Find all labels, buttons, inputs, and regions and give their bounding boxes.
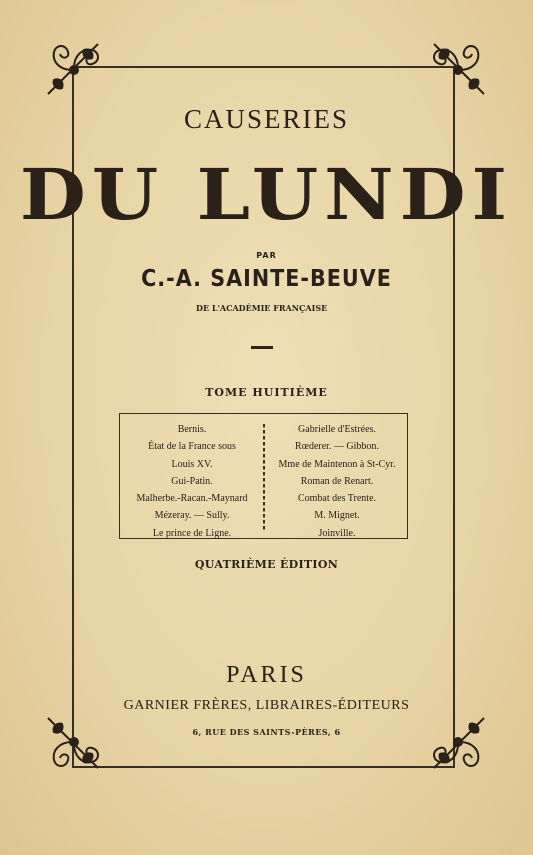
contents-item: Roman de Renart. <box>300 475 374 487</box>
contents-item: Rœderer. — Gibbon. <box>295 441 379 453</box>
contents-left-column <box>122 421 262 542</box>
edition-label: QUATRIÈME ÉDITION <box>194 558 339 571</box>
title-main: DU LUNDI <box>19 153 514 236</box>
corner-ornament-icon <box>428 712 492 776</box>
contents-item: Mme de Maintenon à St-Cyr. <box>278 458 396 470</box>
contents-item: Louis XV. <box>171 458 213 470</box>
contents-item: Joinville. <box>318 527 356 539</box>
title-top: CAUSERIES <box>183 104 350 134</box>
volume-label: TOME HUITIÈME <box>205 386 328 399</box>
contents-divider <box>263 424 265 532</box>
contents-item: Gabrielle d'Estrées. <box>298 424 376 435</box>
author-affiliation: DE L'ACADÉMIE FRANÇAISE <box>196 303 328 313</box>
corner-ornament-icon <box>428 36 492 100</box>
contents-item: État de la France sous <box>148 441 236 453</box>
contents-item: Mézeray. — Sully. <box>154 510 230 522</box>
contents-item: Malherbe.-Racan.-Maynard <box>136 493 248 505</box>
contents-item: Bernis. <box>177 424 207 435</box>
contents-item: Le prince de Ligne. <box>152 527 232 539</box>
contents-item: Combat des Trente. <box>297 493 377 505</box>
publisher-name: GARNIER FRÈRES, LIBRAIRES-ÉDITEURS <box>123 698 410 713</box>
corner-ornament-icon <box>40 36 104 100</box>
publisher-address: 6, RUE DES SAINTS-PÈRES, 6 <box>192 727 341 737</box>
by-label: PAR <box>256 251 277 260</box>
contents-box <box>119 413 408 539</box>
corner-ornament-icon <box>40 712 104 776</box>
contents-item: M. Mignet. <box>314 510 360 522</box>
divider-rule <box>251 346 273 349</box>
city-label: PARIS <box>226 662 307 688</box>
contents-item: Gui-Patin. <box>171 475 213 487</box>
contents-right-column <box>268 421 406 542</box>
author-name: C.-A. SAINTE-BEUVE <box>141 266 392 292</box>
